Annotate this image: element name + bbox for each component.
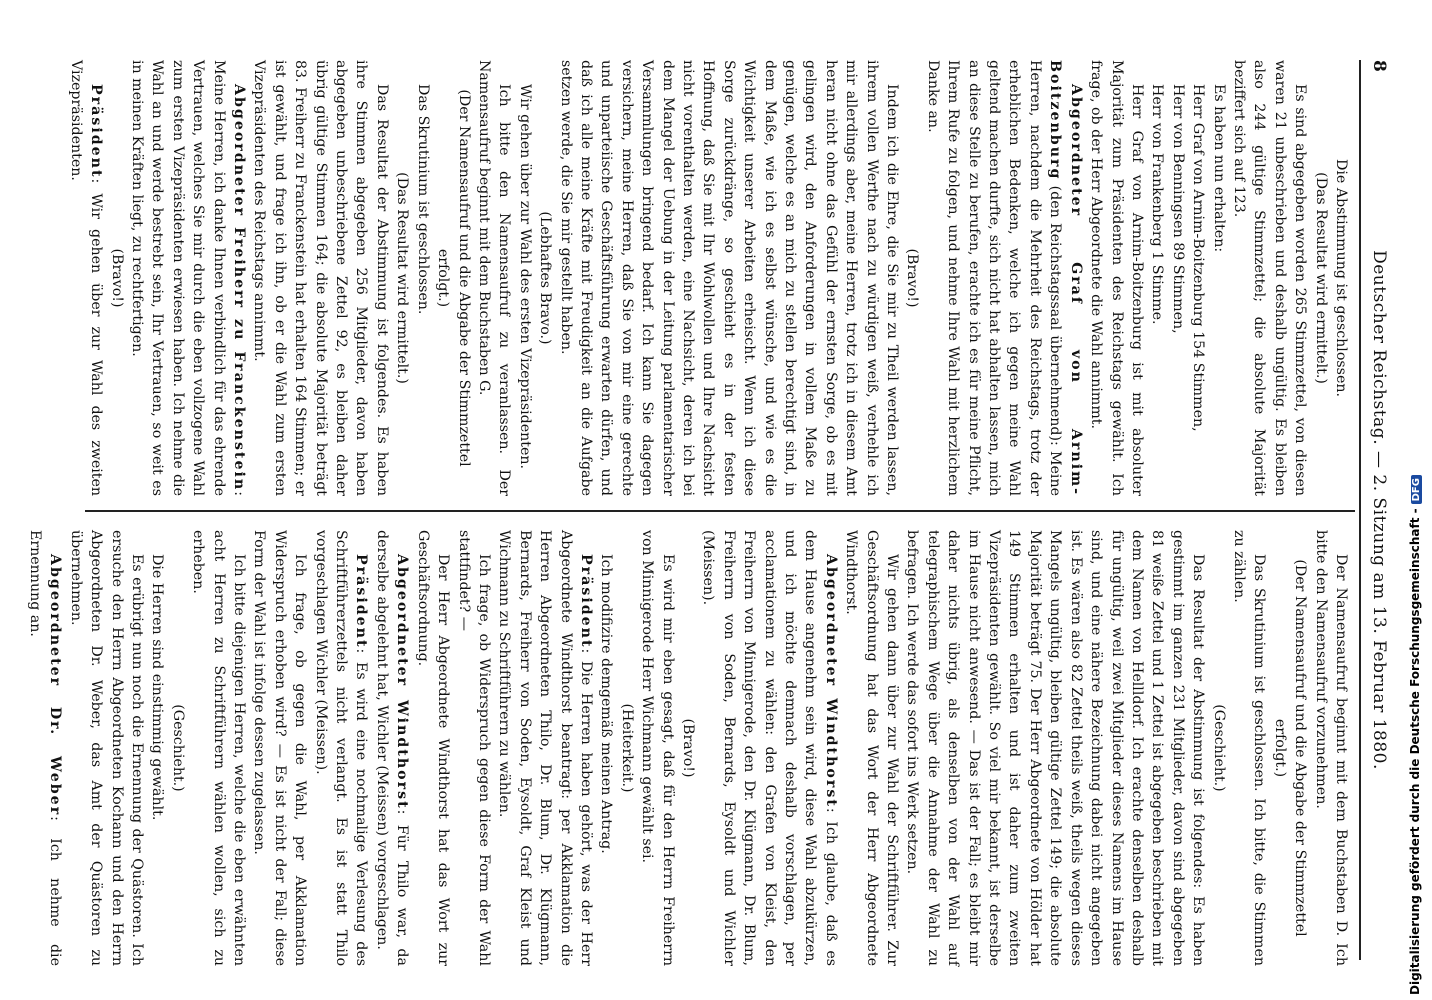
scanned-page (27, 0, 1405, 1000)
digitization-credit (1408, 475, 1422, 995)
speaker-paragraph (65, 60, 106, 496)
speaker-paragraph (25, 530, 66, 966)
speaker-label: Präsident (353, 554, 370, 649)
speech-text: : Für Thilo war, da derselbe abgelehnt hat, Wichler (Meissen) vorgeschlagen. (373, 530, 411, 966)
paragraph: Es haben nun erhalten: (1210, 84, 1227, 253)
paragraph: Ich frage, ob Widerspruch gegen diese Form der Wahl stattfindet? — (455, 530, 492, 966)
paragraph: Der Namensaufruf beginnt mit dem Buchstaben D. Ich bitte den Namensaufruf vorzunehmen. (1312, 530, 1349, 966)
paragraph: Wir gehen dann über zur Wahl der Schriftführer. Zur Geschäftsordnung hat das Wort der Herr Abgeordnete Windthorst. (843, 530, 901, 966)
speech-text: : Meine Herren, ich danke Ihnen verbindlich für das ehrende Vertrauen, welches Sie mir durch die eben vollzogene Wahl zum ersten Vizepräsidenten erwiesen haben. Ich nehme die Wahl an und werde bestrebt sein, Ihr Vertrauen, so weit es in meinen Kräften liegt, zu rechtfertigen. (129, 60, 248, 496)
speaker-label: Präsident (577, 554, 594, 649)
speaker-label: Abgeordneter Windthorst (394, 554, 411, 810)
paragraph: Ich bitte diejenigen Herren, welche die eben erwähnten acht Herren zu Schriftführern wählen wollen, sich zu erheben. (190, 530, 248, 966)
paragraph: Es sind abgegeben worden 265 Stimmzettel, von diesen waren 21 unbeschrieben und deshalb ungültig. Es bleiben also 244 gültige Stimmzettel; die absolute Majorität beziffert sich auf 123. (1230, 60, 1309, 496)
speech-text: : Ich nehme die Ernennung an. (27, 530, 64, 966)
page-number: 8 (1369, 60, 1389, 72)
credit-text: Digitalisierung gefördert durch die Deutsche Forschungsgemeinschaft - (1408, 508, 1422, 995)
speech-text: (den Reichstagssaal übernehmend): Meine Herren, nachdem die Mehrheit des Reichstags, trotz der erheblichen Bedenken, welche ich gegen meine Wahl geltend machen durfte, sich nicht hat abhalten lassen, mich an diese Stelle zu berufen, erachte ich es für meine Pflicht, Ihrem Rufe zu folgen, und nehme Ihre Wahl mit herzlichem Danke an. (924, 60, 1064, 496)
paragraph: Es wird mir eben gesagt, daß für den Herrn Freiherrn von Minnigerode Herr Wichmann gewählt sei. (639, 530, 676, 966)
speaker-paragraph (494, 530, 596, 966)
dfg-logo: DFG (1411, 475, 1422, 504)
paragraph: Der Herr Abgeordnete Windthorst hat das Wort zur Geschäftsordnung. (414, 530, 452, 966)
speaker-paragraph (698, 530, 841, 966)
left-text-column (65, 60, 1351, 496)
speech-text: : Wir gehen über zur Wahl des zweiten Vizepräsidenten. (67, 60, 105, 496)
paragraph: Wir gehen über zur Wahl des ersten Vizepräsidenten. (516, 84, 533, 470)
paragraph: Ich modifizire demgemäß meinen Antrag. (598, 554, 615, 854)
speaker-label: Abgeordneter Freiherr zu Franckenstein (231, 84, 248, 492)
speaker-paragraph (922, 60, 1085, 496)
speaker-label: Präsident (88, 84, 105, 179)
speech-text: : Es wird eine nochmalige Verlesung des Schriftführerzettels nicht verlangt. Es ist statt Thilo vorgeschlagen Wichler (Meissen). (312, 530, 370, 966)
centered-line: (Geschieht.) (169, 704, 186, 792)
centered-line: Die Abstimmung ist geschlossen. (1333, 159, 1349, 397)
centered-line: (Heiterkeit.) (618, 703, 635, 793)
speaker-label: Abgeordneter Dr. Weber (47, 554, 64, 817)
centered-line: (Bravo!) (904, 248, 921, 308)
paragraph: Das Resultat der Abstimmung ist folgendes: Es haben gestimmt im ganzen 231 Mitglieder, davon sind abgegeben 81 weiße Zettel und 1 Zettel ist abgegeben beschrieben mit dem Namen von Hellldorf. Ich erachte denselben deshalb für ungültig, weil zwei Mitglieder dieses Namens im Hause sind, und eine nähere Bezeichnung dabei nicht angegeben ist. Es wären also 82 Zettel theils weiß, theils wegen dieses Mangels ungültig, bleiben gültige Zettel 149; die absolute Majorität beträgt 75. Der Herr Abgeordnete von Hölder hat 149 Stimmen erhalten und ist daher zum zweiten Vizepräsidenten gewählt. So viel mir bekannt, ist derselbe im Hause nicht anwesend. — Das ist der Fall; es bleibt mir daher nichts übrig, als denselben von der Wahl auf telegraphischem Wege über die Annahme der Wahl zu befragen. Ich werde das sofort ins Werk setzen. (904, 530, 1207, 966)
right-text-column (25, 530, 1351, 966)
centered-line: (Der Namensaufruf und die Abgabe der Stimmzettel erfolgt.) (1271, 559, 1309, 937)
paragraph: Indem ich die Ehre, die Sie mir zu Theil werden lassen, ihrem vollen Werthe nach zu würdigen weiß, verhehle ich mir allerdings aber, meine Herren, trotz ich in diesem Amt heran nicht ohne das Gefühl der ernsten Sorge, ob es mit gelingen wird, den Anforderungen in vollem Maße zu genügen, welche es an mich zu stellen berechtigt sind, in dem Maße, wie ich es selbst wünsche, und wie es die Wichtigkeit unserer Arbeiten erheischt. Wenn ich diese Sorge zurückdränge, so geschieht es in der festen Hoffnung, daß Sie mit Ihr Wohlwollen und Ihre Nachsicht nicht vorenthalten werden, eine Nachsicht, deren ich bei dem Mangel der Uebung in der Leitung parlamentarischer Versammlungen bringend bedarf. Ich kann Sie dagegen versichern, meine Herren, daß Sie von mir eine gerechte und unparteiische Geschäftsführung erwarten dürfen, und daß ich alle meine Kräfte mit Freudigkeit an die Aufgabe setzen werde, die Sie mir gestellt haben. (557, 60, 901, 496)
centered-line: (Der Namensaufruf und die Abgabe der Stimmzettel erfolgt.) (435, 89, 472, 467)
centered-line: (Geschieht.) (1210, 704, 1227, 792)
paragraph: Ich bitte den Namensaufruf zu veranlassen. Der Namensaufruf beginnt mit dem Buchstaben G. (475, 60, 513, 496)
paragraph: Herr von Frankenberg 1 Stimme. (1149, 84, 1166, 325)
running-header (1359, 60, 1391, 960)
speaker-paragraph (127, 60, 249, 496)
centered-line: (Das Resultat wird ermittelt.) (394, 172, 411, 384)
paragraph: Die Herren sind einstimmig gewählt. (149, 554, 166, 821)
paragraph: Herr von Benningsen 89 Stimmen, (1169, 84, 1186, 334)
speech-text: : Die Herren haben gehört, was der Herr Abgeordnete Windthorst beantragt: per Akklamation die Herren Abgeordneten Thilo, Dr. Blum, Dr. Klügmann, Bernards, Freiherr von Soden, Eysoldt, Graf Kleist und Wichmann zu Schriftführern zu wählen. (496, 530, 594, 966)
paragraph: Das Resultat der Abstimmung ist folgendes. Es haben ihre Stimmen abgegeben 256 Mitglieder, davon haben abgegeben unbeschriebene Zettel 92, es bleiben daher übrig gültige Stimmen 164; die absolute Majorität beträgt 83. Freiherr zu Franckenstein hat erhalten 164 Stimmen; er ist gewählt, und frage ich ihn, ob er die Wahl zum ersten Vizepräsidenten des Reichstags annimmt. (251, 60, 390, 496)
speaker-paragraph (310, 530, 371, 966)
speaker-paragraph (372, 530, 413, 966)
centered-line: (Das Resultat wird ermittelt.) (1312, 172, 1329, 384)
paragraph: Ich frage, ob gegen die Wahl, per Akklamation Widerspruch erhoben wird? — Es ist nicht der Fall; diese Form der Wahl ist infolge dessen zugelassen. (251, 530, 309, 966)
running-title: Deutscher Reichstag. — 2. Sitzung am 13. Februar 1880. (1369, 250, 1389, 770)
speaker-label: Abgeordneter Graf von Arnim-Boitzenburg (1047, 60, 1084, 496)
paragraph: Das Skrutinium ist geschlossen. (414, 84, 431, 315)
speech-text: : Ich glaube, daß es dem Hause angenehm sein wird, diese Wahl abzukürzen, und ich möchte demnach deshalb vorschlagen, per acclamationem zu wählen: den Grafen von Kleist, den Freiherrn von Minnigerode, den Dr. Klügmann, Dr. Blum, Freiherrn von Soden, Bernards, Eysoldt und Wichler (Meissen). (700, 530, 839, 966)
paragraph: Es erübrigt nun noch die Ernennung der Quästoren. Ich ersuche den Herrn Abgeordneten Kochann und den Herrn Abgeordneten Dr. Weber, das Amt der Quästoren zu übernehmen. (67, 530, 146, 966)
paragraph: Herr Graf von Arnim-Boitzenburg 154 Stimmen, (1190, 84, 1207, 432)
column-divider (85, 510, 1355, 512)
centered-line: (Lebhaftes Bravo.) (537, 211, 554, 345)
centered-line: (Bravo!) (108, 248, 125, 308)
paragraph: Das Skrutinium ist geschlossen. Ich bitte, die Stimmen zu zählen. (1230, 530, 1268, 966)
centered-line: (Bravo!) (680, 718, 696, 778)
paragraph: Herr Graf von Arnim-Boitzenburg ist mit absoluter Majorität zum Präsidenten des Reichstags gewählt. Ich frage, ob der Herr Abgeordnete die Wahl annimmt. (1088, 60, 1145, 496)
speaker-label: Abgeordneter Windthorst (822, 554, 839, 808)
